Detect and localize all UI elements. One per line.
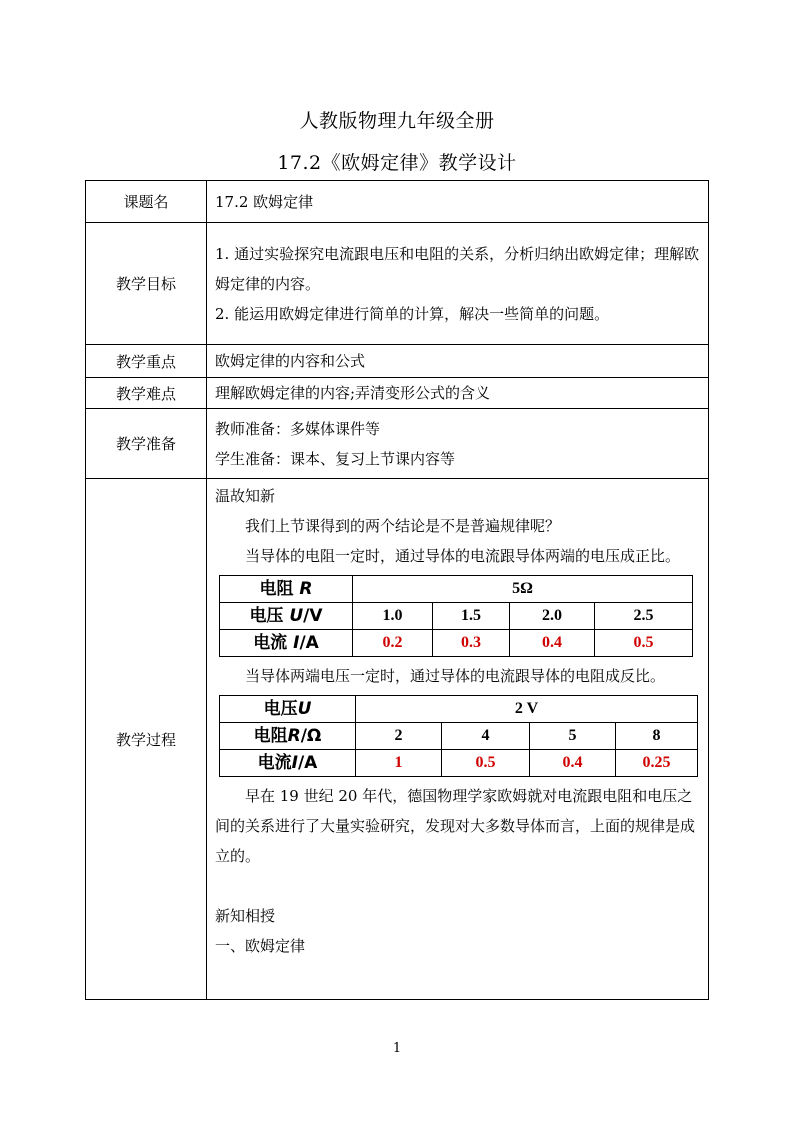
table2-voltage-header: 电压U xyxy=(220,696,356,723)
review-heading: 温故知新 xyxy=(215,487,276,505)
preparation-label: 教学准备 xyxy=(86,409,207,479)
topic-value: 17.2 欧姆定律 xyxy=(207,181,709,223)
row-difficulties xyxy=(86,378,709,409)
blank-line xyxy=(215,871,700,901)
table1-current-row xyxy=(220,630,693,657)
conclusion-1: 当导体的电阻一定时，通过导体的电流跟导体两端的电压成正比。 xyxy=(245,547,681,565)
review-question: 我们上节课得到的两个结论是不是普遍规律呢？ xyxy=(245,517,561,535)
table1-current-cell: 0.3 xyxy=(433,630,510,657)
table2-voltage-row xyxy=(220,696,698,723)
section-ohms-law: 一、欧姆定律 xyxy=(215,937,306,955)
process-content xyxy=(207,479,709,1000)
difficulties-label: 教学难点 xyxy=(86,378,207,409)
objectives-label: 教学目标 xyxy=(86,223,207,345)
table1-voltage-cell: 1.5 xyxy=(433,603,510,630)
student-preparation: 学生准备：课本、复习上节课内容等 xyxy=(215,449,456,468)
table1-voltage-cell: 2.5 xyxy=(595,603,693,630)
table1-current-header: 电流 I/A xyxy=(220,630,353,657)
table2-resistance-cell: 2 xyxy=(356,723,442,750)
objective-1: 1. 通过实验探究电流跟电压和电阻的关系，分析归纳出欧姆定律；理解欧姆定律的内容。 xyxy=(215,244,700,293)
process-label: 教学过程 xyxy=(86,479,207,1000)
topic-label: 课题名 xyxy=(86,181,207,223)
table1-voltage-cell: 1.0 xyxy=(353,603,433,630)
key-points-label: 教学重点 xyxy=(86,345,207,378)
table1-current-cell: 0.4 xyxy=(510,630,595,657)
preparation-content xyxy=(207,409,709,479)
voltage-fixed-table xyxy=(219,695,698,777)
table1-current-cell: 0.2 xyxy=(353,630,433,657)
table2-current-cell: 0.4 xyxy=(530,750,616,777)
table1-voltage-cell: 2.0 xyxy=(510,603,595,630)
table1-resistance-value: 5Ω xyxy=(353,576,693,603)
teacher-preparation: 教师准备：多媒体课件等 xyxy=(215,419,381,438)
lesson-plan-table xyxy=(85,180,709,1000)
table1-resistance-header: 电阻 R xyxy=(220,576,353,603)
key-points-value: 欧姆定律的内容和公式 xyxy=(207,345,709,378)
table1-resistance-row xyxy=(220,576,693,603)
objective-2: 2. 能运用欧姆定律进行简单的计算，解决一些简单的问题。 xyxy=(215,304,610,323)
table2-resistance-row xyxy=(220,723,698,750)
table1-voltage-header: 电压 U/V xyxy=(220,603,353,630)
table2-current-header: 电流I/A xyxy=(220,750,356,777)
row-preparation xyxy=(86,409,709,479)
document-subtitle: 17.2《欧姆定律》教学设计 xyxy=(277,152,517,174)
difficulties-value: 理解欧姆定律的内容;弄清变形公式的含义 xyxy=(207,378,709,409)
row-process xyxy=(86,479,709,1000)
table2-resistance-cell: 4 xyxy=(442,723,530,750)
table1-voltage-row xyxy=(220,603,693,630)
row-topic xyxy=(86,181,709,223)
history-paragraph: 早在 19 世纪 20 年代，德国物理学家欧姆就对电流跟电阻和电压之间的关系进行了大量实验研究，发现对大多数导体而言，上面的规律是成立的。 xyxy=(215,787,696,865)
table2-current-cell: 0.5 xyxy=(442,750,530,777)
resistance-fixed-table xyxy=(219,575,693,657)
row-key-points xyxy=(86,345,709,378)
row-objectives xyxy=(86,223,709,345)
conclusion-2: 当导体两端电压一定时，通过导体的电流跟导体的电阻成反比。 xyxy=(245,667,666,685)
table2-voltage-value: 2 V xyxy=(356,696,698,723)
table2-resistance-cell: 8 xyxy=(616,723,698,750)
table2-resistance-header: 电阻R/Ω xyxy=(220,723,356,750)
table2-current-cell: 1 xyxy=(356,750,442,777)
page-number: 1 xyxy=(392,1041,402,1056)
table1-current-cell: 0.5 xyxy=(595,630,693,657)
document-title: 人教版物理九年级全册 xyxy=(299,110,495,132)
table2-resistance-cell: 5 xyxy=(530,723,616,750)
new-knowledge-heading: 新知相授 xyxy=(215,907,276,925)
objectives-content xyxy=(207,223,709,345)
table2-current-row xyxy=(220,750,698,777)
table2-current-cell: 0.25 xyxy=(616,750,698,777)
